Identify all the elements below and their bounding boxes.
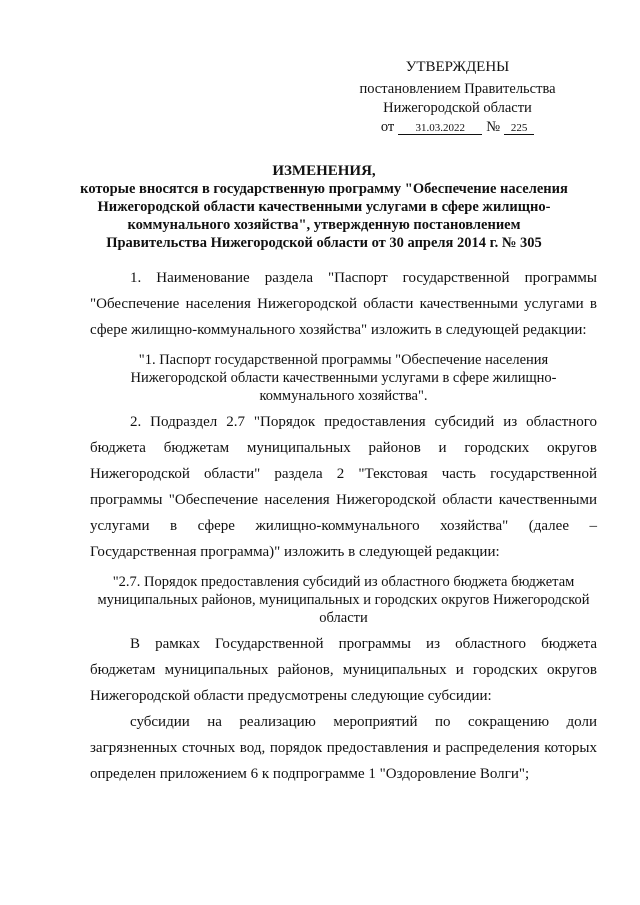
document-subtitle: которые вносятся в государственную программу "Обеспечение населения Нижегородской области качественными услугами в сфере жилищно-коммунального хозяйства", утвержденную постановлением Правительства Нижегородской области от 30 апреля 2014 г. № 305	[80, 181, 568, 251]
approval-date: 31.03.2022	[398, 122, 482, 135]
approval-title: УТВЕРЖДЕНЫ	[405, 59, 510, 75]
paragraph-1: 1. Наименование раздела "Паспорт государственной программы "Обеспечение населения Нижегородской области качественными услугами в сфере жилищно-коммунального хозяйства" изложить в следующей редакции:	[90, 270, 597, 338]
paragraph-3: В рамках Государственной программы из областного бюджета бюджетам муниципальных районов, муниципальных и городских округов Нижегородской области предусмотрены следующие субсидии:	[90, 636, 597, 704]
approval-line-2: Нижегородской области	[383, 100, 532, 116]
paragraph-4: субсидии на реализацию мероприятий по сокращению доли загрязненных сточных вод, порядок предоставления и распределения которых определен приложением 6 к подпрограмме 1 "Оздоровление Волги";	[90, 714, 597, 782]
quoted-heading-1: "1. Паспорт государственной программы "Обеспечение населения Нижегородской области качественными услугами в сфере жилищно-коммунального хозяйства".	[130, 352, 557, 404]
approval-date-line	[350, 118, 565, 137]
document-heading	[80, 162, 568, 252]
approval-block	[350, 58, 565, 137]
approval-number: 225	[504, 122, 534, 135]
approval-line-1: постановлением Правительства	[359, 81, 556, 97]
document-body	[90, 265, 597, 787]
from-label: от	[380, 119, 395, 135]
document-title: ИЗМЕНЕНИЯ,	[272, 163, 376, 179]
quoted-heading-2: "2.7. Порядок предоставления субсидий из областного бюджета бюджетам муниципальных районов, муниципальных и городских округов Нижегородской области	[97, 574, 590, 626]
paragraph-2: 2. Подраздел 2.7 "Порядок предоставления субсидий из областного бюджета бюджетам муниципальных районов и городских округов Нижегородской области" раздела 2 "Текстовая часть государственной программы "Обеспечение населения Нижегородской области качественными услугами в сфере жилищно-коммунального хозяйства" (далее – Государственная программа)" изложить в следующей редакции:	[90, 414, 597, 560]
number-label: №	[486, 119, 501, 135]
